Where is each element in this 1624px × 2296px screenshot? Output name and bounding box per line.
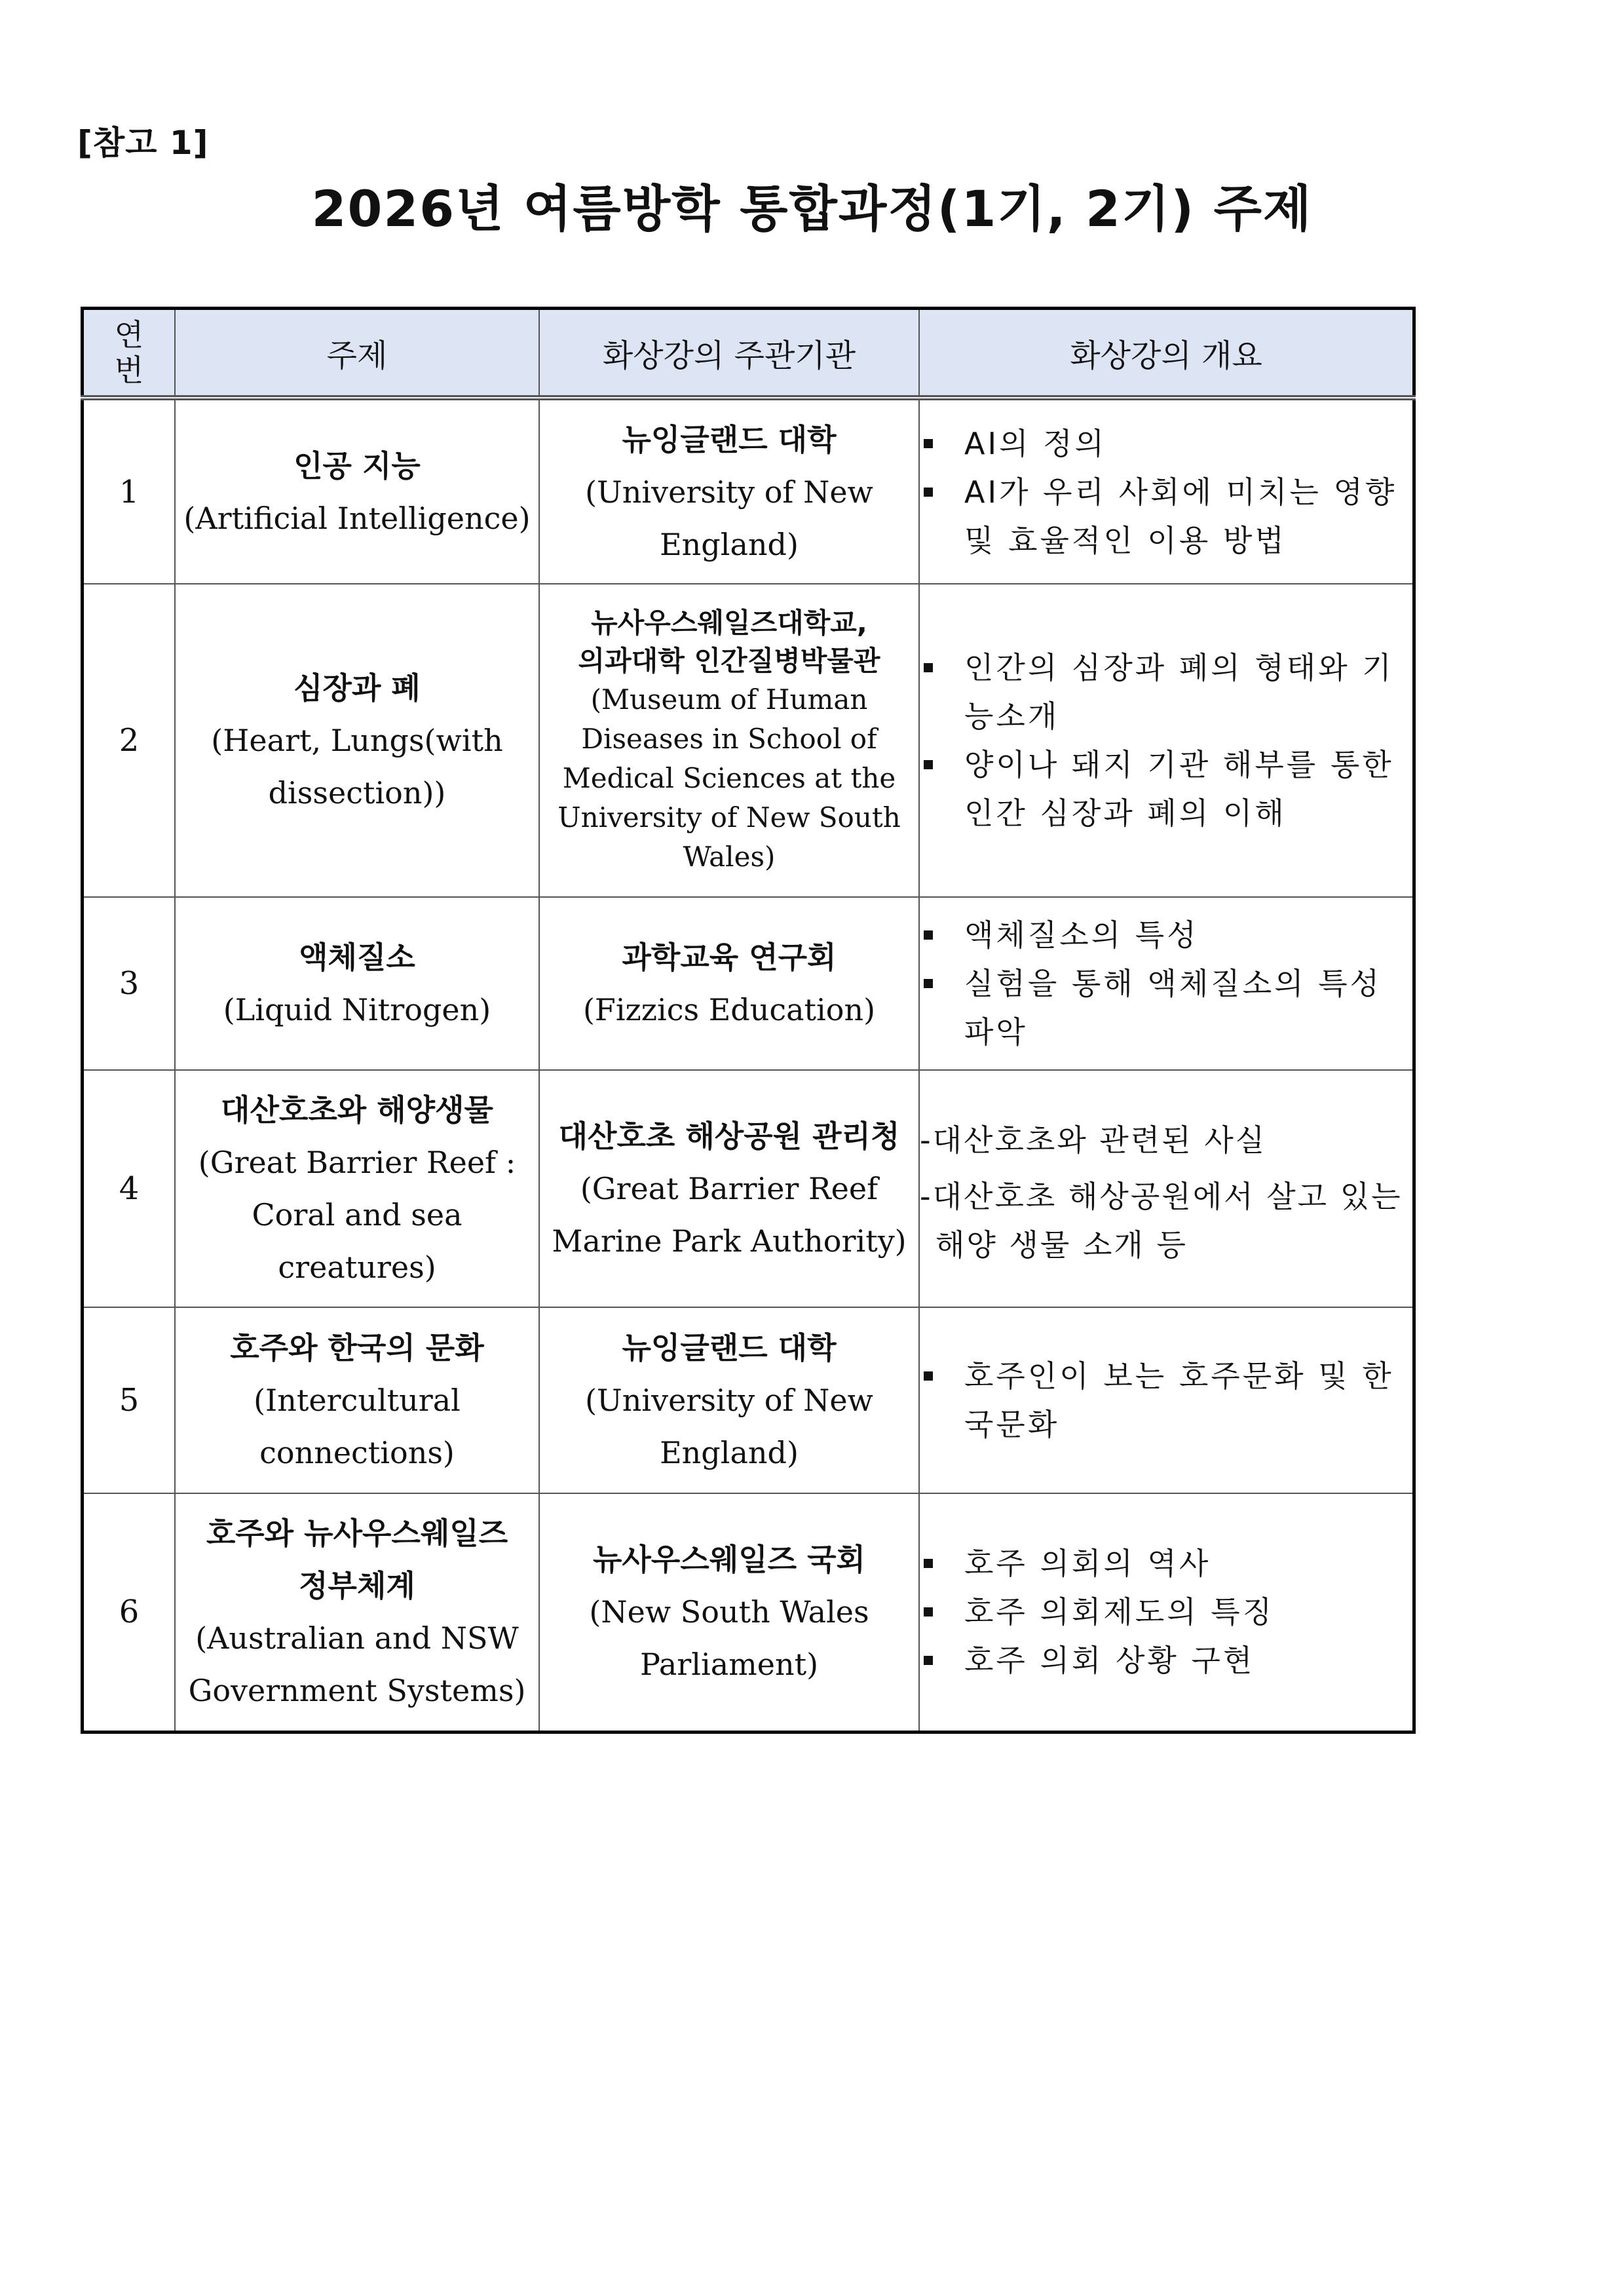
overview-cell bbox=[919, 1070, 1414, 1307]
header-no bbox=[83, 309, 176, 398]
overview-item: 인간의 심장과 폐의 형태와 기능소개 bbox=[920, 643, 1412, 740]
overview-cell bbox=[919, 1493, 1414, 1732]
square-bullet-icon bbox=[924, 760, 933, 769]
organizer-english: (University of New bbox=[585, 1383, 873, 1418]
header-no-line2: 번 bbox=[114, 353, 144, 388]
square-bullet-icon bbox=[924, 1559, 933, 1568]
topic-english: creatures) bbox=[278, 1250, 436, 1285]
topic-korean: 액체질소 bbox=[299, 940, 415, 975]
organizer-cell bbox=[539, 1493, 919, 1732]
topic-korean: 대산호초와 해양생물 bbox=[221, 1092, 493, 1128]
overview-cell bbox=[919, 897, 1414, 1070]
topic-korean: 호주와 한국의 문화 bbox=[230, 1330, 484, 1366]
overview-item: 호주 의회 상황 구현 bbox=[920, 1636, 1412, 1685]
overview-item: 실험을 통해 액체질소의 특성 파악 bbox=[920, 959, 1412, 1056]
organizer-cell bbox=[539, 584, 919, 897]
overview-item: AI의 정의 bbox=[920, 419, 1412, 468]
header-org: 화상강의 주관기관 bbox=[539, 309, 919, 398]
square-bullet-icon bbox=[924, 930, 933, 940]
table-row bbox=[83, 1493, 1414, 1732]
organizer-korean: 뉴사우스웨일즈대학교, bbox=[591, 607, 867, 639]
row-number: 5 bbox=[83, 1307, 176, 1493]
topic-korean: 심장과 폐 bbox=[293, 670, 421, 706]
overview-item: 호주 의회의 역사 bbox=[920, 1539, 1412, 1588]
table-row bbox=[83, 1070, 1414, 1307]
organizer-korean: 과학교육 연구회 bbox=[622, 940, 837, 975]
overview-item: -대산호초 해상공원에서 살고 있는 해양 생물 소개 등 bbox=[920, 1179, 1403, 1263]
table-row bbox=[83, 398, 1414, 584]
organizer-english: Wales) bbox=[683, 841, 776, 873]
organizer-korean: 대산호초 해상공원 관리청 bbox=[558, 1119, 900, 1154]
overview-cell bbox=[919, 584, 1414, 897]
topic-english: connections) bbox=[259, 1435, 455, 1470]
row-number: 3 bbox=[83, 897, 176, 1070]
organizer-english: Parliament) bbox=[639, 1647, 819, 1683]
overview-item: 호주인이 보는 호주문화 및 한국문화 bbox=[920, 1352, 1412, 1449]
overview-item: 양이나 돼지 기관 해부를 통한 인간 심장과 폐의 이해 bbox=[920, 740, 1412, 837]
overview-item: 호주 의회제도의 특징 bbox=[920, 1588, 1412, 1636]
table-row bbox=[83, 897, 1414, 1070]
organizer-english: Medical Sciences at the bbox=[562, 762, 896, 794]
topic-cell bbox=[175, 398, 539, 584]
organizer-cell bbox=[539, 1070, 919, 1307]
organizer-cell bbox=[539, 398, 919, 584]
row-number: 1 bbox=[83, 398, 176, 584]
organizer-english: (New South Wales bbox=[589, 1594, 869, 1630]
row-number: 6 bbox=[83, 1493, 176, 1732]
square-bullet-icon bbox=[924, 488, 933, 497]
organizer-english: Diseases in School of bbox=[581, 723, 877, 755]
organizer-english: (Great Barrier Reef bbox=[580, 1171, 878, 1206]
topic-english: (Artificial Intelligence) bbox=[183, 500, 531, 536]
organizer-english: (University of New bbox=[585, 474, 873, 510]
topic-english: dissection)) bbox=[268, 775, 446, 811]
square-bullet-icon bbox=[924, 1371, 933, 1381]
overview-cell bbox=[919, 1307, 1414, 1493]
reference-label: [참고 1] bbox=[77, 124, 209, 162]
organizer-english: (Museum of Human bbox=[590, 683, 868, 716]
topic-english: (Great Barrier Reef : bbox=[198, 1145, 516, 1180]
topic-korean: 호주와 뉴사우스웨일즈 bbox=[206, 1516, 508, 1552]
organizer-english: England) bbox=[660, 1435, 799, 1470]
organizer-korean: 뉴잉글랜드 대학 bbox=[622, 1330, 837, 1366]
table-row bbox=[83, 1307, 1414, 1493]
square-bullet-icon bbox=[924, 1607, 933, 1617]
topic-cell bbox=[175, 1307, 539, 1493]
organizer-cell bbox=[539, 1307, 919, 1493]
topic-english: (Intercultural bbox=[254, 1383, 461, 1418]
organizer-english: (Fizzics Education) bbox=[582, 992, 876, 1027]
square-bullet-icon bbox=[924, 1656, 933, 1665]
topic-cell bbox=[175, 1070, 539, 1307]
header-overview: 화상강의 개요 bbox=[919, 309, 1414, 398]
square-bullet-icon bbox=[924, 663, 933, 672]
table-row bbox=[83, 584, 1414, 897]
header-topic: 주제 bbox=[175, 309, 539, 398]
topic-english: (Liquid Nitrogen) bbox=[223, 992, 491, 1027]
topic-korean: 정부체계 bbox=[299, 1568, 415, 1604]
header-no-line1: 연 bbox=[114, 317, 144, 353]
topic-english: Government Systems) bbox=[188, 1673, 526, 1709]
organizer-korean: 뉴잉글랜드 대학 bbox=[622, 421, 837, 457]
topic-english: Coral and sea bbox=[252, 1197, 463, 1233]
topic-english: (Australian and NSW bbox=[195, 1620, 519, 1656]
organizer-korean: 의과대학 인간질병박물관 bbox=[578, 645, 880, 677]
topic-english: (Heart, Lungs(with bbox=[211, 723, 503, 758]
overview-cell bbox=[919, 398, 1414, 584]
row-number: 2 bbox=[83, 584, 176, 897]
table-header-row bbox=[83, 309, 1414, 398]
organizer-cell bbox=[539, 897, 919, 1070]
topic-cell bbox=[175, 584, 539, 897]
overview-item: -대산호초와 관련된 사실 bbox=[920, 1122, 1267, 1158]
row-number: 4 bbox=[83, 1070, 176, 1307]
organizer-english: Marine Park Authority) bbox=[552, 1223, 907, 1259]
square-bullet-icon bbox=[924, 439, 933, 448]
organizer-korean: 뉴사우스웨일즈 국회 bbox=[593, 1542, 865, 1578]
topics-table bbox=[81, 307, 1416, 1734]
topic-cell bbox=[175, 897, 539, 1070]
topic-cell bbox=[175, 1493, 539, 1732]
organizer-english: England) bbox=[660, 526, 799, 562]
overview-item: 액체질소의 특성 bbox=[920, 911, 1412, 959]
overview-item: AI가 우리 사회에 미치는 영향 및 효율적인 이용 방법 bbox=[920, 468, 1412, 565]
topic-korean: 인공 지능 bbox=[293, 448, 421, 484]
square-bullet-icon bbox=[924, 979, 933, 988]
organizer-english: University of New South bbox=[557, 801, 901, 833]
document-title: 2026년 여름방학 통합과정(1기, 2기) 주제 bbox=[311, 180, 1313, 238]
